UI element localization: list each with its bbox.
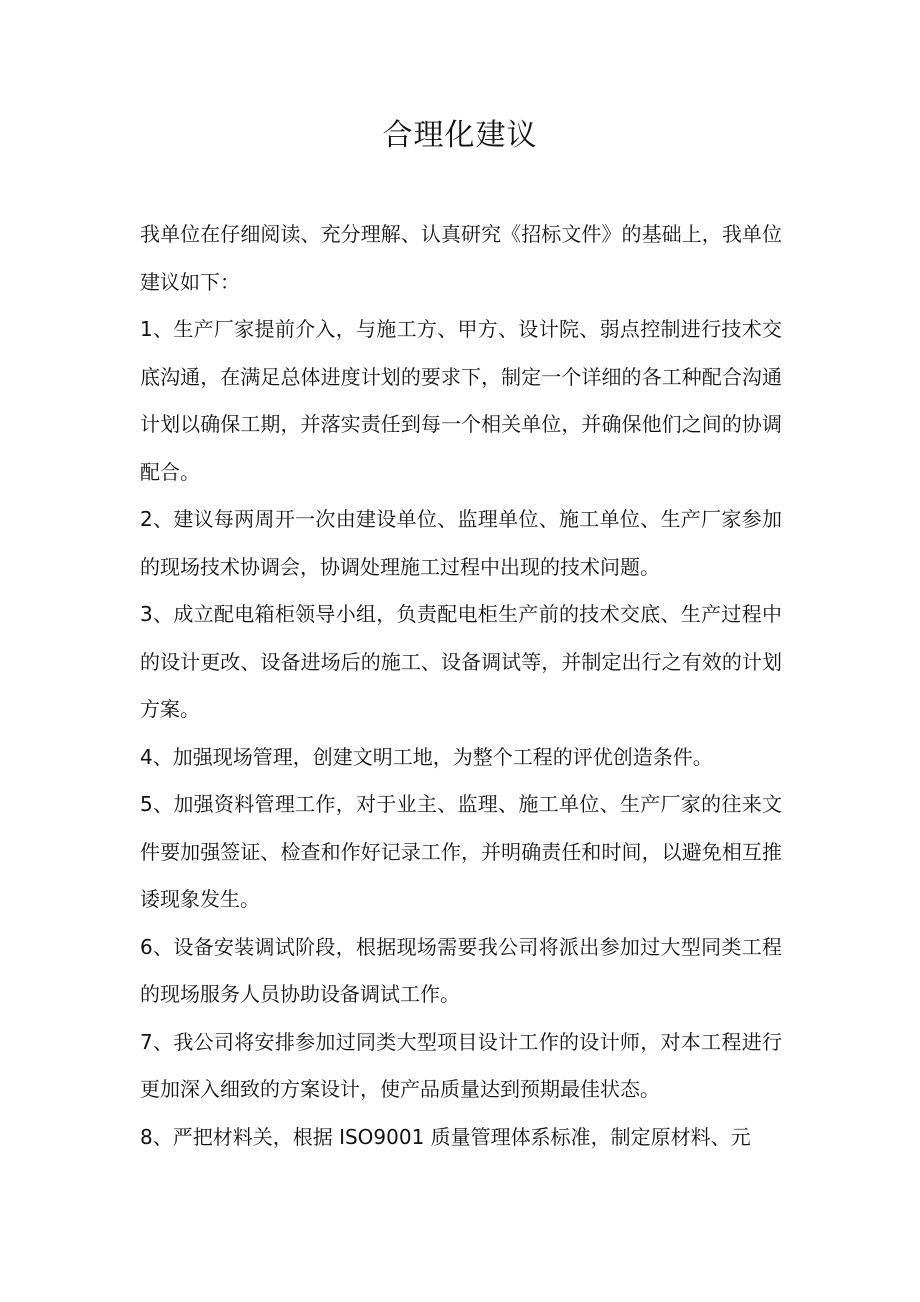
suggestion-paragraph-1: 1、生产厂家提前介入，与施工方、甲方、设计院、弱点控制进行技术交底沟通，在满足总体进度计划的要求下，制定一个详细的各工种配合沟通计划以确保工期，并落实责任到每一个相关单位，并确保他们之间的协调配合。 <box>140 317 782 484</box>
intro-paragraph: 我单位在仔细阅读、充分理解、认真研究《招标文件》的基础上，我单位建议如下： <box>140 222 782 294</box>
suggestion-paragraph-7: 7、我公司将安排参加过同类大型项目设计工作的设计师，对本工程进行更加深入细致的方案设计，使产品质量达到预期最佳状态。 <box>140 1029 782 1101</box>
document-title: 合理化建议 <box>382 118 538 153</box>
suggestion-paragraph-2: 2、建议每两周开一次由建设单位、监理单位、施工单位、生产厂家参加的现场技术协调会，协调处理施工过程中出现的技术问题。 <box>140 507 782 579</box>
suggestion-paragraph-8: 8、严把材料关，根据 ISO9001 质量管理体系标准，制定原材料、元 <box>140 1124 751 1149</box>
suggestion-paragraph-4: 4、加强现场管理，创建文明工地，为整个工程的评优创造条件。 <box>140 744 713 769</box>
suggestion-paragraph-5: 5、加强资料管理工作，对于业主、监理、施工单位、生产厂家的往来文件要加强签证、检查和作好记录工作，并明确责任和时间，以避免相互推诿现象发生。 <box>140 792 782 911</box>
document-body <box>140 211 782 1161</box>
suggestion-paragraph-3: 3、成立配电箱柜领导小组，负责配电柜生产前的技术交底、生产过程中的设计更改、设备进场后的施工、设备调试等，并制定出行之有效的计划方案。 <box>140 602 782 721</box>
suggestion-paragraph-6: 6、设备安装调试阶段，根据现场需要我公司将派出参加过大型同类工程的现场服务人员协助设备调试工作。 <box>140 934 782 1006</box>
